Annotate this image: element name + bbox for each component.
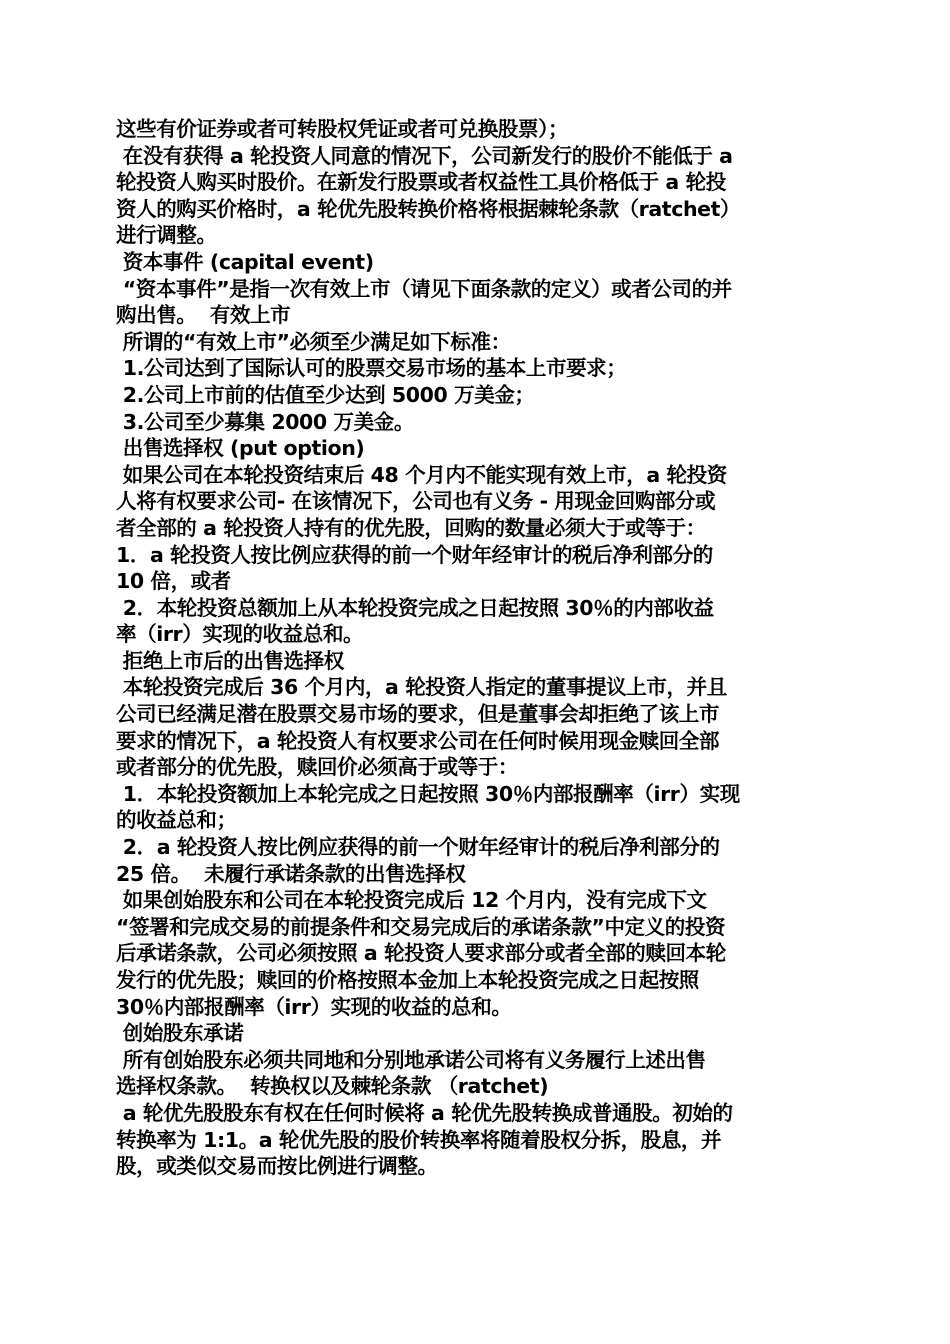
text-line: 选择权条款。 转换权以及棘轮条款 （ratchet) (116, 1074, 549, 1099)
text-line: 转换率为 1:1。a 轮优先股的股价转换率将随着股权分拆，股息，并 (116, 1127, 722, 1152)
document-body (116, 116, 840, 1180)
text-line: 3.公司至少募集 2000 万美金。 (116, 409, 414, 434)
text-line: “签署和完成交易的前提条件和交易完成后的承诺条款”中定义的投资 (116, 914, 726, 939)
text-line: 如果创始股东和公司在本轮投资完成后 12 个月内，没有完成下文 (116, 888, 707, 913)
text-line: 后承诺条款，公司必须按照 a 轮投资人要求部分或者全部的赎回本轮 (116, 941, 726, 966)
text-line: 如果公司在本轮投资结束后 48 个月内不能实现有效上市，a 轮投资 (116, 462, 727, 487)
text-line: 本轮投资完成后 36 个月内，a 轮投资人指定的董事提议上市，并且 (116, 675, 727, 700)
text-line: 这些有价证券或者可转股权凭证或者可兑换股票）； (116, 117, 569, 141)
text-line: 者全部的 a 轮投资人持有的优先股，回购的数量必须大于或等于： (116, 515, 706, 540)
text-line: 资人的购买价格时，a 轮优先股转换价格将根据棘轮条款（ratchet） (116, 196, 741, 221)
text-line: 30％内部报酬率（irr）实现的收益的总和。 (116, 994, 512, 1019)
text-line: 要求的情况下，a 轮投资人有权要求公司在任何时候用现金赎回全部 (116, 728, 720, 753)
text-line: 所有创始股东必须共同地和分别地承诺公司将有义务履行上述出售 (116, 1047, 706, 1072)
text-line: a 轮优先股股东有权在任何时候将 a 轮优先股转换成普通股。初始的 (116, 1100, 733, 1125)
text-line: 1.公司达到了国际认可的股票交易市场的基本上市要求； (116, 356, 627, 381)
text-line: 1．本轮投资额加上本轮完成之日起按照 30％内部报酬率（irr）实现 (116, 781, 740, 806)
text-line: 发行的优先股；赎回的价格按照本金加上本轮投资完成之日起按照 (116, 968, 699, 992)
text-line: 2．本轮投资总额加上从本轮投资完成之日起按照 30％的内部收益 (116, 595, 714, 620)
text-line: 资本事件 (capital event) (116, 249, 374, 274)
text-line: 2.公司上市前的估值至少达到 5000 万美金； (116, 382, 535, 407)
text-line: “资本事件”是指一次有效上市（请见下面条款的定义）或者公司的并 (116, 276, 732, 301)
text-line: 拒绝上市后的出售选择权 (116, 648, 344, 673)
text-line: 公司已经满足潜在股票交易市场的要求，但是董事会却拒绝了该上市 (116, 702, 719, 727)
text-line: 或者部分的优先股，赎回价必须高于或等于： (116, 755, 518, 780)
text-line: 在没有获得 a 轮投资人同意的情况下，公司新发行的股价不能低于 a (116, 143, 733, 168)
text-line: 出售选择权 (put option) (116, 436, 365, 461)
text-line: 率（irr）实现的收益总和。 (116, 622, 364, 647)
text-line: 1．a 轮投资人按比例应获得的前一个财年经审计的税后净利部分的 (116, 542, 713, 567)
text-line: 25 倍。 未履行承诺条款的出售选择权 (116, 861, 466, 886)
text-line: 的收益总和； (116, 808, 237, 833)
text-line: 人将有权要求公司- 在该情况下，公司也有义务 - 用现金回购部分或 (116, 489, 716, 514)
text-line: 创始股东承诺 (116, 1021, 244, 1046)
text-line: 2．a 轮投资人按比例应获得的前一个财年经审计的税后净利部分的 (116, 835, 720, 860)
text-line: 轮投资人购买时股价。在新发行股票或者权益性工具价格低于 a 轮投 (116, 170, 726, 195)
text-line: 所谓的“有效上市”必须至少满足如下标准： (116, 329, 511, 354)
text-line: 购出售。 有效上市 (116, 303, 291, 328)
text-line: 进行调整。 (116, 223, 217, 248)
text-line: 股，或类似交易而按比例进行调整。 (116, 1154, 438, 1179)
text-line: 10 倍，或者 (116, 569, 231, 594)
